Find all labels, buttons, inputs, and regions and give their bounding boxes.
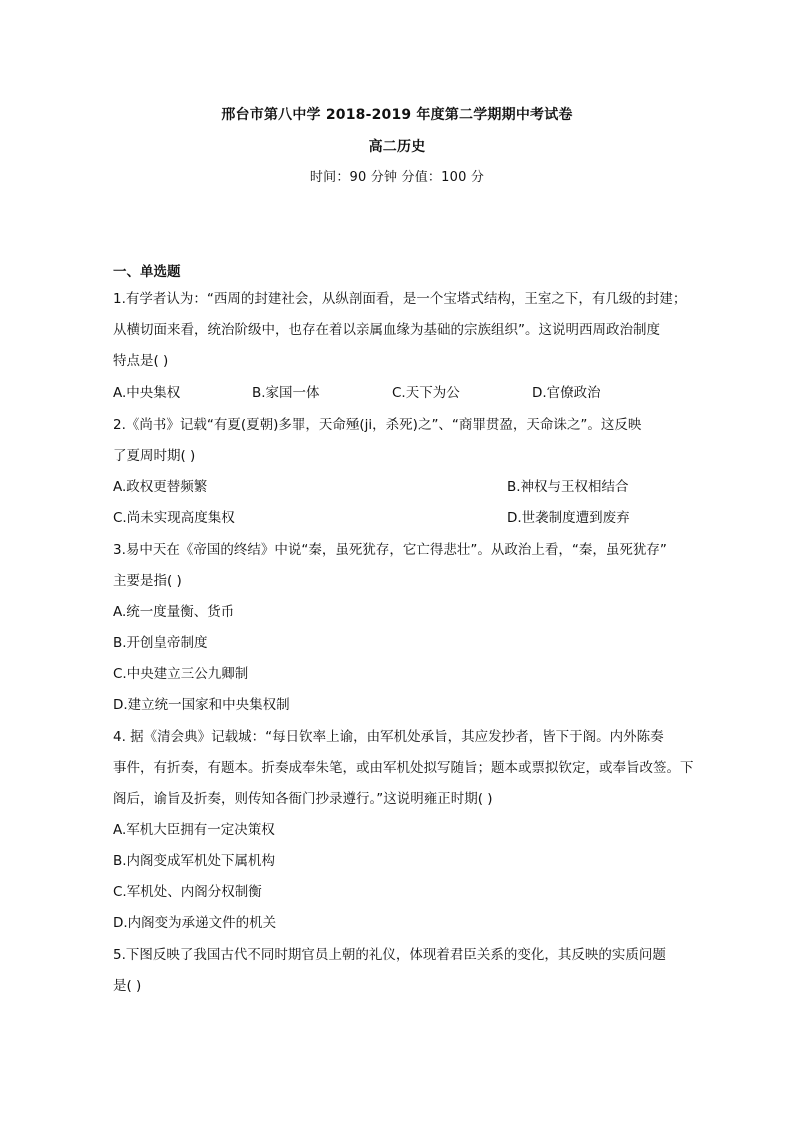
question-3-option-b: B.开创皇帝制度 [113, 635, 208, 651]
question-3-option-a: A.统一度量衡、货币 [113, 604, 235, 620]
question-4-line-2: 事件，有折奏，有题本。折奏成奉朱笔，或由军机处拟写随旨；题本或票拟钦定，或奉旨改签。下 [113, 760, 694, 776]
question-4-option-b: B.内阁变成军机处下属机构 [113, 853, 276, 869]
question-1-line-1: 1.有学者认为：“西周的封建社会，从纵剖面看，是一个宝塔式结构，王室之下，有几级的封建； [113, 291, 687, 307]
question-4-option-a: A.军机大臣拥有一定决策权 [113, 822, 275, 838]
exam-meta: 时间：90 分钟 分值：100 分 [309, 170, 485, 185]
question-4-line-3: 阁后，谕旨及折奏，则传知各衙门抄录遵行。”这说明雍正时期( ) [113, 791, 493, 807]
question-5-line-1: 5.下图反映了我国古代不同时期官员上朝的礼仪，体现着君臣关系的变化，其反映的实质问题 [113, 947, 666, 963]
question-1-option-d: D.官僚政治 [532, 385, 601, 401]
question-3-line-1: 3.易中天在《帝国的终结》中说“秦，虽死犹存，它亡得悲壮”。从政治上看，“秦，虽死犹存” [113, 542, 667, 558]
question-2-option-d: D.世袭制度遭到废弃 [507, 510, 630, 526]
question-1-line-2: 从横切面来看，统治阶级中，也存在着以亲属血缘为基础的宗族组织”。这说明西周政治制度 [113, 322, 660, 338]
exam-subject: 高二历史 [368, 139, 426, 155]
question-1-option-a: A.中央集权 [113, 385, 181, 401]
section-heading: 一、单选题 [113, 264, 181, 280]
question-3-option-d: D.建立统一国家和中央集权制 [113, 697, 290, 713]
question-3-line-2: 主要是指( ) [113, 573, 182, 589]
question-3-option-c: C.中央建立三公九卿制 [113, 666, 249, 682]
question-2-option-c: C.尚未实现高度集权 [113, 510, 235, 526]
question-2-line-2: 了夏周时期( ) [113, 448, 196, 464]
question-4-line-1: 4. 据《清会典》记载城：“每日钦率上谕，由军机处承旨，其应发抄者，皆下于阁。内外陈奏 [113, 729, 664, 745]
question-4-option-c: C.军机处、内阁分权制衡 [113, 884, 262, 900]
question-2-line-1: 2.《尚书》记载“有夏(夏朝)多罪，天命殛(ji，杀死)之”、“商罪贯盈，天命诛之”。这反映 [113, 417, 642, 433]
question-1-option-b: B.家国一体 [252, 385, 320, 401]
question-1-line-3: 特点是( ) [113, 353, 169, 369]
question-5-line-2: 是( ) [113, 978, 142, 994]
exam-title: 邢台市第八中学 2018-2019 年度第二学期期中考试卷 [221, 107, 573, 123]
question-2-option-b: B.神权与王权相结合 [507, 479, 629, 495]
question-1-option-c: C.天下为公 [392, 385, 460, 401]
question-2-option-a: A.政权更替频繁 [113, 479, 208, 495]
question-4-option-d: D.内阁变为承递文件的机关 [113, 915, 277, 931]
